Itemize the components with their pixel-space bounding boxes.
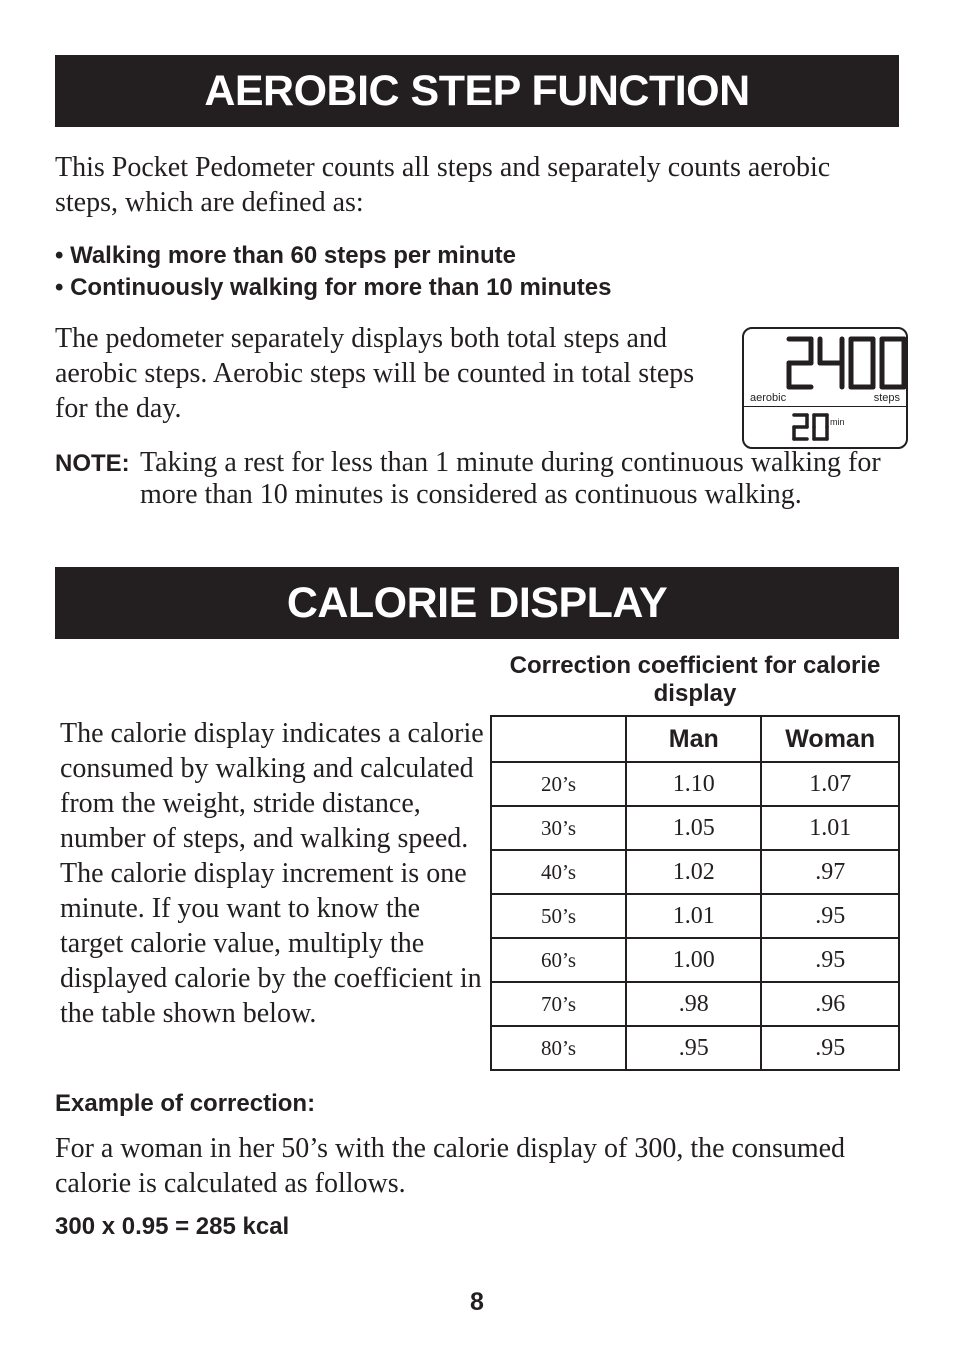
note-label: NOTE:	[55, 450, 130, 477]
pedometer-lcd-illustration	[742, 327, 908, 449]
woman-coefficient-cell: .95	[761, 1026, 899, 1070]
example-heading: Example of correction:	[55, 1090, 316, 1117]
aerobic-criterion-steps-per-minute: • Walking more than 60 steps per minute	[55, 242, 516, 269]
table-row	[491, 938, 899, 982]
woman-coefficient-cell: .96	[761, 982, 899, 1026]
woman-coefficient-cell: .95	[761, 894, 899, 938]
woman-coefficient-cell: .97	[761, 850, 899, 894]
aerobic-criterion-continuous-walking: • Continuously walking for more than 10 minutes	[55, 274, 612, 301]
table-header-woman: Woman	[761, 716, 899, 762]
woman-coefficient-cell: .95	[761, 938, 899, 982]
man-coefficient-cell: .95	[626, 1026, 761, 1070]
table-header-age	[491, 716, 626, 762]
age-cell: 20’s	[491, 762, 626, 806]
table-row	[491, 762, 899, 806]
lcd-minutes-digits	[794, 415, 827, 439]
man-coefficient-cell: 1.10	[626, 762, 761, 806]
man-coefficient-cell: 1.01	[626, 894, 761, 938]
age-cell: 70’s	[491, 982, 626, 1026]
table-header-man: Man	[626, 716, 761, 762]
calorie-description	[60, 716, 485, 1031]
example-formula: 300 x 0.95 = 285 kcal	[55, 1213, 290, 1240]
aerobic-step-function-heading: AEROBIC STEP FUNCTION	[55, 55, 899, 127]
lcd-aerobic-label: aerobic	[750, 392, 787, 404]
age-cell: 60’s	[491, 938, 626, 982]
man-coefficient-cell: 1.00	[626, 938, 761, 982]
calorie-display-heading: CALORIE DISPLAY	[55, 567, 899, 639]
table-row	[491, 806, 899, 850]
aerobic-criteria-list	[55, 240, 611, 304]
calorie-description-paragraph-1: The calorie display indicates a calorie consumed by walking and calculated from the weight, stride distance, number of steps, and walking speed.	[60, 718, 484, 854]
man-coefficient-cell: 1.02	[626, 850, 761, 894]
lcd-min-label: min	[830, 417, 845, 427]
table-row	[491, 894, 899, 938]
woman-coefficient-cell: 1.07	[761, 762, 899, 806]
man-coefficient-cell: .98	[626, 982, 761, 1026]
aerobic-intro-text: This Pocket Pedometer counts all steps and separately counts aerobic steps, which are defined as:	[55, 152, 831, 218]
age-cell: 80’s	[491, 1026, 626, 1070]
calorie-description-paragraph-2: The calorie display increment is one minute. If you want to know the target calorie value, multiply the displayed calorie by the coefficient in the table shown below.	[60, 858, 482, 1029]
age-cell: 30’s	[491, 806, 626, 850]
table-row	[491, 1026, 899, 1070]
lcd-steps-label: steps	[873, 392, 900, 404]
correction-coefficient-table	[490, 715, 900, 1071]
lcd-steps-digits	[789, 339, 904, 387]
table-row	[491, 982, 899, 1026]
example-text: For a woman in her 50’s with the calorie display of 300, the consumed calorie is calculated as follows.	[55, 1133, 846, 1199]
table-row	[491, 850, 899, 894]
age-cell: 50’s	[491, 894, 626, 938]
page-number: 8	[470, 1288, 484, 1316]
table-header-row	[491, 716, 899, 762]
note-block	[55, 447, 895, 511]
lcd-digits	[744, 329, 906, 447]
lcd-divider	[744, 406, 906, 407]
coefficient-table-title: Correction coefficient for calorie display	[509, 652, 881, 707]
age-cell: 40’s	[491, 850, 626, 894]
note-text: Taking a rest for less than 1 minute during continuous walking for more than 10 minutes is considered as continuous walking.	[140, 447, 881, 510]
man-coefficient-cell: 1.05	[626, 806, 761, 850]
aerobic-display-text: The pedometer separately displays both total steps and aerobic steps. Aerobic steps will be counted in total steps for the day.	[55, 323, 695, 424]
woman-coefficient-cell: 1.01	[761, 806, 899, 850]
